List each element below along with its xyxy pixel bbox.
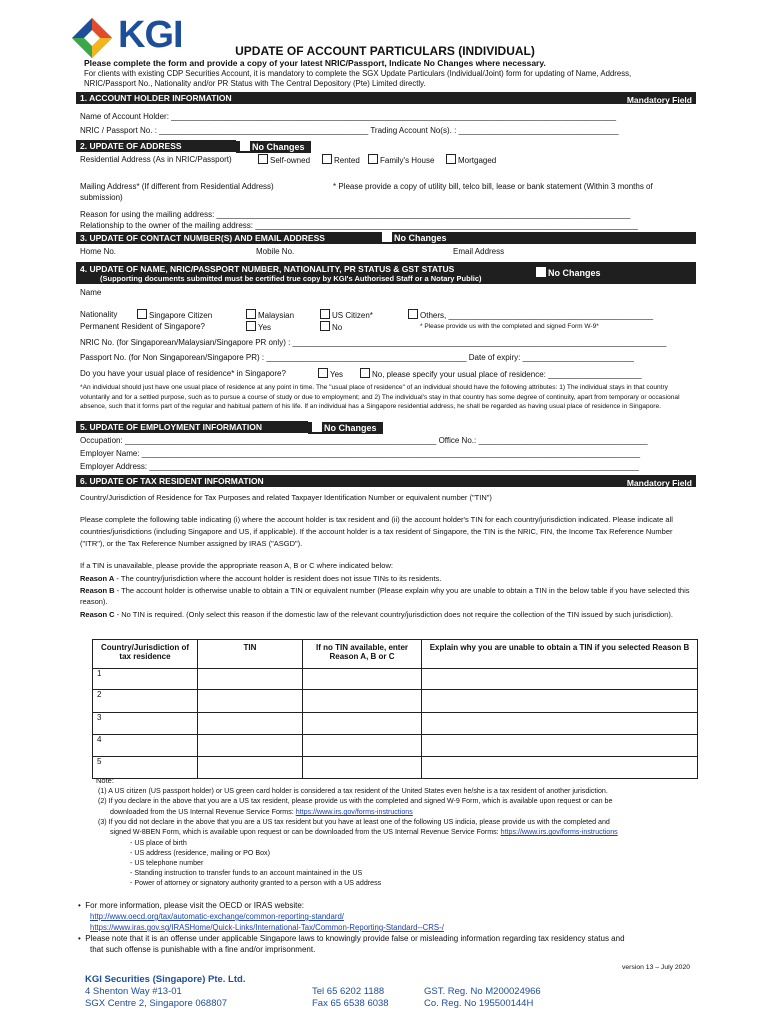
section-1-title: 1. ACCOUNT HOLDER INFORMATION xyxy=(80,93,232,103)
company-address-2: SGX Centre 2, Singapore 068807 xyxy=(85,998,228,1009)
checkbox-icon[interactable] xyxy=(246,321,256,331)
reason-b: Reason B - The account holder is otherwise unable to obtain a TIN or equivalent number (Please explain why you are unable to obtain a TIN in the below table if you have selected this reason). xyxy=(80,586,690,606)
irs-forms-link[interactable]: https://www.irs.gov/forms-instructions xyxy=(500,828,618,836)
company-tel: Tel 65 6202 1188 xyxy=(312,986,385,997)
residence-no[interactable]: No, please specify your usual place of residence: _____________________ xyxy=(360,368,642,379)
more-info-line: • For more information, please visit the OECD or IRAS website: xyxy=(78,901,304,910)
reason-cell[interactable] xyxy=(303,713,422,735)
nationality-label: Nationality xyxy=(80,310,118,319)
checkbox-icon[interactable] xyxy=(408,309,418,319)
mandatory-field-label: Mandatory Field xyxy=(626,95,692,105)
w9-note: * Please provide us with the completed and signed Form W-9* xyxy=(420,323,599,330)
explain-cell[interactable] xyxy=(422,757,698,779)
no-changes-label: No Changes xyxy=(252,142,305,152)
company-reg-no: Co. Reg. No 195500144H xyxy=(424,998,534,1009)
checkbox-icon[interactable] xyxy=(320,321,330,331)
row-number: 1 xyxy=(93,669,198,690)
table-row xyxy=(93,735,698,757)
table-row xyxy=(93,757,698,779)
note-3b: signed W-8BEN Form, which is available upon request or can be downloaded from the US Internal Revenue Service Forms: https://www.irs.gov/forms-instructions xyxy=(110,828,618,836)
indicia-item: - Power of attorney or signatory authority granted to a person with a US address xyxy=(130,879,382,887)
occupation-office-field[interactable]: Occupation: ______________________________________________________________________ Office No.: ______________________________________ xyxy=(80,436,648,445)
option-malaysian[interactable]: Malaysian xyxy=(246,309,294,320)
mailing-relationship-field[interactable]: Relationship to the owner of the mailing address: ______________________________________________________________________________________ xyxy=(80,221,638,230)
section-2-no-changes[interactable] xyxy=(236,141,311,153)
checkbox-icon[interactable] xyxy=(312,422,322,432)
option-others[interactable]: Others, ______________________________________________ xyxy=(408,309,653,320)
option-pr-yes[interactable]: Yes xyxy=(246,321,271,332)
checkbox-icon[interactable] xyxy=(536,267,546,277)
account-holder-name-field[interactable]: Name of Account Holder: ____________________________________________________________________________________________________ xyxy=(80,112,617,121)
table-row xyxy=(93,713,698,735)
mobile-no-field[interactable]: Mobile No. xyxy=(256,247,295,256)
cdp-note-1: For clients with existing CDP Securities Account, it is mandatory to complete the SGX Update Particulars (Individual/Joint) form for updating of Name, Address, xyxy=(84,69,632,78)
form-title: UPDATE OF ACCOUNT PARTICULARS (INDIVIDUAL) xyxy=(235,44,535,58)
indicia-item: - US address (residence, mailing or PO Box) xyxy=(130,849,270,857)
checkbox-icon[interactable] xyxy=(382,232,392,242)
note-title: Note: xyxy=(96,776,114,785)
cdp-note-2: NRIC/Passport No., Nationality and/or PR Status with The Central Depository (Pte) Limited directly. xyxy=(84,79,426,88)
kgi-logo-text: KGI xyxy=(118,14,183,56)
checkbox-icon[interactable] xyxy=(318,368,328,378)
employer-name-field[interactable]: Employer Name: ________________________________________________________________________________________________________________ xyxy=(80,449,641,458)
explain-cell[interactable] xyxy=(422,713,698,735)
checkbox-icon[interactable] xyxy=(368,154,378,164)
section-4-title: 4. UPDATE OF NAME, NRIC/PASSPORT NUMBER, NATIONALITY, PR STATUS & GST STATUS xyxy=(80,264,455,274)
tin-cell[interactable] xyxy=(198,757,303,779)
checkbox-icon[interactable] xyxy=(320,309,330,319)
section-5-no-changes[interactable]: No Changes xyxy=(308,422,383,434)
residential-address-label: Residential Address (As in NRIC/Passport) xyxy=(80,155,232,164)
reason-cell[interactable] xyxy=(303,757,422,779)
option-mortgaged[interactable]: Mortgaged xyxy=(446,154,496,165)
version-label: version 13 – July 2020 xyxy=(622,964,691,971)
reason-cell[interactable] xyxy=(303,690,422,713)
section-6-title: 6. UPDATE OF TAX RESIDENT INFORMATION xyxy=(80,476,264,486)
tin-cell[interactable] xyxy=(198,735,303,757)
pr-question-label: Permanent Resident of Singapore? xyxy=(80,322,205,331)
bullet-icon: • xyxy=(78,901,86,910)
indicia-item: - US telephone number xyxy=(130,859,204,867)
section-6-header xyxy=(76,475,696,487)
iras-link[interactable]: https://www.iras.gov.sg/IRASHome/Quick-Links/International-Tax/Common-Reporting-Standard--CRS-/ xyxy=(90,923,444,932)
col-reason: If no TIN available, enter Reason A, B or C xyxy=(303,640,422,669)
option-self-owned[interactable]: Self-owned xyxy=(258,154,310,165)
tin-cell[interactable] xyxy=(198,669,303,690)
checkbox-icon[interactable] xyxy=(360,368,370,378)
section-3-header xyxy=(76,232,696,244)
option-us-citizen[interactable]: US Citizen* xyxy=(320,309,373,320)
section-3-no-changes[interactable]: No Changes xyxy=(382,232,447,244)
col-explain: Explain why you are unable to obtain a TIN if you selected Reason B xyxy=(422,640,698,669)
option-family-house[interactable]: Family's House xyxy=(368,154,434,165)
residence-definition-note: *An individual should just have one usual place of residence at any point in time. The "usual place of residence" of an individual should have the following attributes: 1) The individual stays in that country voluntarily and for a settled purpose, such as to pursue a course of study or due to employment; and 2) The individual's stay in that country has some degree of continuity, apart from temporary or occasional absence, such that it forms part of the regular and habitual pattern of his life. If an individual has a Singapore residential address, he shall be regarded as having usual place of residence in Singapore. xyxy=(80,384,680,410)
option-pr-no[interactable]: No xyxy=(320,321,342,332)
checkbox-icon[interactable] xyxy=(246,309,256,319)
form-instruction: Please complete the form and provide a copy of your latest NRIC/Passport, Indicate No Changes where necessary. xyxy=(84,58,546,68)
email-address-field[interactable]: Email Address xyxy=(453,247,505,256)
indicia-item: - Standing instruction to transfer funds to an account maintained in the US xyxy=(130,869,363,877)
col-country: Country/Jurisdiction of tax residence xyxy=(93,640,198,669)
residence-question: Do you have your usual place of residence* in Singapore? xyxy=(80,369,286,378)
offence-note-2: that such offense is punishable with a fine and/or imprisonment. xyxy=(90,945,316,954)
tin-cell[interactable] xyxy=(198,690,303,713)
passport-no-field[interactable]: Passport No. (for Non Singaporean/Singapore PR) : _____________________________________________ Date of expiry: _________________________ xyxy=(80,353,634,362)
mailing-address-note: * Please provide a copy of utility bill, telco bill, lease or bank statement (Within 3 months of xyxy=(333,182,653,191)
option-singapore-citizen[interactable]: Singapore Citizen xyxy=(137,309,212,320)
name-field[interactable]: Name xyxy=(80,288,102,297)
section-5-header xyxy=(76,421,308,433)
nric-no-field[interactable]: NRIC No. (for Singaporean/Malaysian/Singapore PR only) : ____________________________________________________________________________________ xyxy=(80,338,667,347)
section-1-header xyxy=(76,92,696,104)
section-2-title: 2. UPDATE OF ADDRESS xyxy=(80,141,182,151)
row-number: 3 xyxy=(93,713,198,735)
note-3a: (3) If you did not declare in the above that you are a US tax resident but you have at least one of the following US indicia, please provide us with the completed and xyxy=(98,818,610,826)
mandatory-field-label: Mandatory Field xyxy=(626,478,692,488)
section-4-no-changes[interactable]: No Changes xyxy=(536,267,601,278)
mailing-reason-field[interactable]: Reason for using the mailing address: _____________________________________________________________________________________________ xyxy=(80,210,631,219)
oecd-link[interactable]: http://www.oecd.org/tax/automatic-exchange/common-reporting-standard/ xyxy=(90,912,344,921)
employer-address-field[interactable]: Employer Address: ______________________________________________________________________________________________________________ xyxy=(80,462,639,471)
checkbox-icon[interactable] xyxy=(446,154,456,164)
home-no-field[interactable]: Home No. xyxy=(80,247,117,256)
table-row xyxy=(93,669,698,690)
mailing-address-label-2: submission) xyxy=(80,193,123,202)
section-5-title: 5. UPDATE OF EMPLOYMENT INFORMATION xyxy=(80,422,262,432)
indicia-item: - US place of birth xyxy=(130,839,187,847)
note-1: (1) A US citizen (US passport holder) or US green card holder is considered a tax resident of the United States even he/she is a tax resident of another jurisdiction. xyxy=(98,787,608,795)
explain-cell[interactable] xyxy=(422,690,698,713)
checkbox-icon[interactable] xyxy=(240,141,250,151)
explain-cell[interactable] xyxy=(422,669,698,690)
mailing-address-label: Mailing Address* (If different from Residential Address) xyxy=(80,182,274,191)
tin-cell[interactable] xyxy=(198,713,303,735)
tax-country-line: Country/Jurisdiction of Residence for Tax Purposes and related Taxpayer Identification Number or equivalent number ("TIN") xyxy=(80,493,492,502)
company-fax: Fax 65 6538 6038 xyxy=(312,998,389,1009)
tax-complete-instruction: Please complete the following table indicating (i) where the account holder is tax resident and (ii) the account holder's TIN for each country/jurisdiction indicated. Please indicate all countries/jurisdictions (including Singapore and US, if applicable). If the account holder is a tax resident of Singapore, the TIN is the NRIC, FIN, the Income Tax Reference Number ("ITR"), or the Tax Reference Number assigned by IRAS ("ASGD"). xyxy=(80,515,673,548)
checkbox-icon[interactable] xyxy=(258,154,268,164)
reason-a: Reason A - The country/jurisdiction where the account holder is resident does not issue TINs to its residents. xyxy=(80,574,442,583)
row-number: 2 xyxy=(93,690,198,713)
company-name: KGI Securities (Singapore) Pte. Ltd. xyxy=(85,974,246,985)
checkbox-icon[interactable] xyxy=(322,154,332,164)
reason-cell[interactable] xyxy=(303,669,422,690)
offence-note-1: • Please note that it is an offense under applicable Singapore laws to knowingly provide false or misleading information regarding tax residency status and xyxy=(78,934,625,943)
table-row xyxy=(93,690,698,713)
nric-trading-account-field[interactable]: NRIC / Passport No. : _______________________________________________ Trading Account No(s). : ____________________________________ xyxy=(80,126,619,135)
option-rented[interactable]: Rented xyxy=(322,154,360,165)
irs-forms-link[interactable]: https://www.irs.gov/forms-instructions xyxy=(295,808,413,816)
section-2-header xyxy=(76,140,236,152)
note-2b: downloaded from the US Internal Revenue Service Forms: https://www.irs.gov/forms-instructions xyxy=(110,808,413,816)
row-number: 4 xyxy=(93,735,198,757)
row-number: 5 xyxy=(93,757,198,779)
reason-cell[interactable] xyxy=(303,735,422,757)
tin-unavailable-line: If a TIN is unavailable, please provide the appropriate reason A, B or C where indicated below: xyxy=(80,561,393,570)
col-tin: TIN xyxy=(198,640,303,669)
company-address-1: 4 Shenton Way #13-01 xyxy=(85,986,182,997)
gst-reg-no: GST. Reg. No M200024966 xyxy=(424,986,541,997)
note-2a: (2) If you declare in the above that you are a US tax resident, please provide us with the completed and signed W-9 Form, which is available upon request or can be xyxy=(98,797,613,805)
explain-cell[interactable] xyxy=(422,735,698,757)
checkbox-icon[interactable] xyxy=(137,309,147,319)
residence-yes[interactable]: Yes xyxy=(318,368,343,379)
reason-c: Reason C - No TIN is required. (Only select this reason if the domestic law of the relevant country/jurisdiction does not require the collection of the TIN issued by such jurisdiction). xyxy=(80,610,673,619)
bullet-icon: • xyxy=(78,934,86,943)
tin-table xyxy=(92,639,698,779)
section-4-subtitle: (Supporting documents submitted must be certified true copy by KGI's Authorised Staff or a Notary Public) xyxy=(100,274,482,283)
section-3-title: 3. UPDATE OF CONTACT NUMBER(S) AND EMAIL ADDRESS xyxy=(80,233,325,243)
